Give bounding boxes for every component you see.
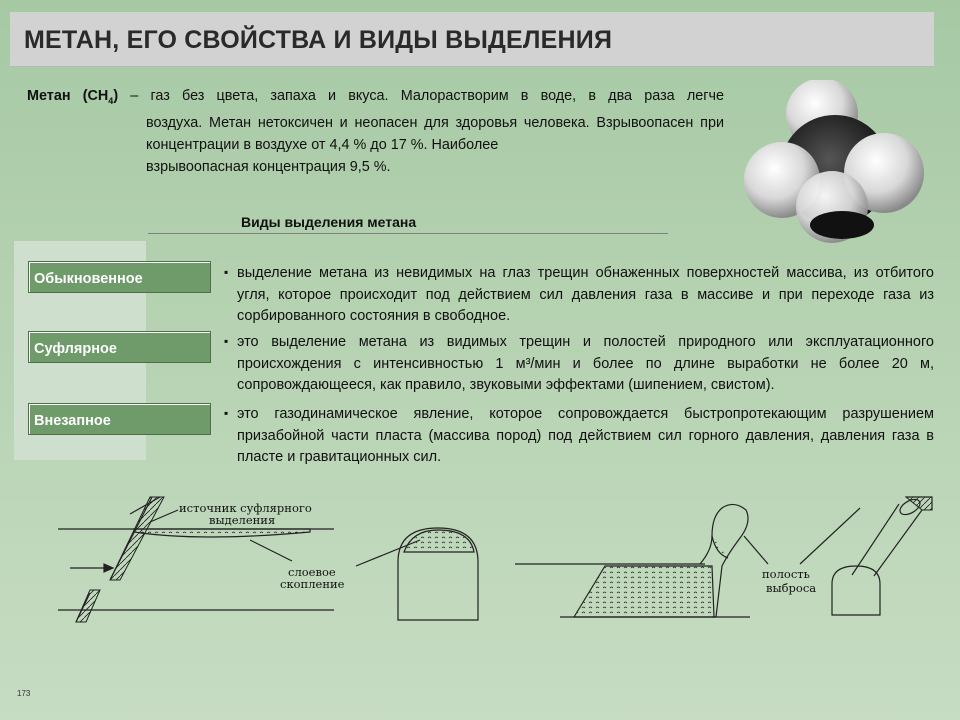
type-sudden-label: Внезапное <box>28 403 211 435</box>
type-ordinary-desc: ▪ выделение метана из невидимых на глаз трещин обнаженных поверхностей массива, из отбитого угля, которое происходит под действием сил давления газа в массиве и при переходе газа из сорбированного состояния в свободное. <box>224 263 934 328</box>
type-ordinary-label: Обыкновенное <box>28 261 211 293</box>
type-sudden-desc: ▪ это газодинамическое явление, которое сопровождается быстропротекающим разрушением призабойной части пласта (массива пород) под действием сил горного давления, давления газа в пласте и гравитационных сил. <box>224 404 934 469</box>
label-source-2: выделения <box>209 513 276 527</box>
type-suflyar-desc: ▪ это выделение метана из видимых трещин и полостей природного или эксплуатационного происхождения с интенсивностью 1 м³/мин и более по длине выработки не более 20 м, сопровождающееся, как правило, звуковыми эффектами (шипением, свистом). <box>224 332 934 397</box>
bullet-icon: ▪ <box>224 406 229 420</box>
intro-line-1: – газ без цвета, запаха и вкуса. Малорастворим в воде, в два раза легче <box>130 88 724 104</box>
bullet-icon: ▪ <box>224 265 229 279</box>
intro-paragraph <box>27 85 724 178</box>
page-number: 173 <box>17 689 31 698</box>
page-title: МЕТАН, ЕГО СВОЙСТВА И ВИДЫ ВЫДЕЛЕНИЯ <box>24 26 613 54</box>
section-divider <box>148 233 668 234</box>
label-cavity-2: выброса <box>766 581 817 595</box>
section-title: Виды выделения метана <box>241 214 417 230</box>
type-suflyar-label: Суфлярное <box>28 331 211 363</box>
methane-release-diagram <box>0 480 960 640</box>
methane-term: Метан $(CH_4)$ <box>27 88 119 106</box>
intro-rest: воздуха. Метан нетоксичен и неопасен для здоровья человека. Взрывоопасен при концентрации в воздухе от 4,4 % до 17 %. Наиболее <box>146 114 724 153</box>
label-layer-2: скопление <box>280 577 345 591</box>
bullet-icon: ▪ <box>224 334 229 348</box>
intro-last-line: взрывоопасная концентрация 9,5 %. <box>146 158 391 175</box>
label-cavity-1: полость <box>762 567 810 581</box>
methane-molecule-image <box>744 80 926 245</box>
label-source-1: источник суфлярного <box>179 501 312 515</box>
title-bar <box>10 12 934 67</box>
label-layer-1: слоевое <box>288 565 336 579</box>
